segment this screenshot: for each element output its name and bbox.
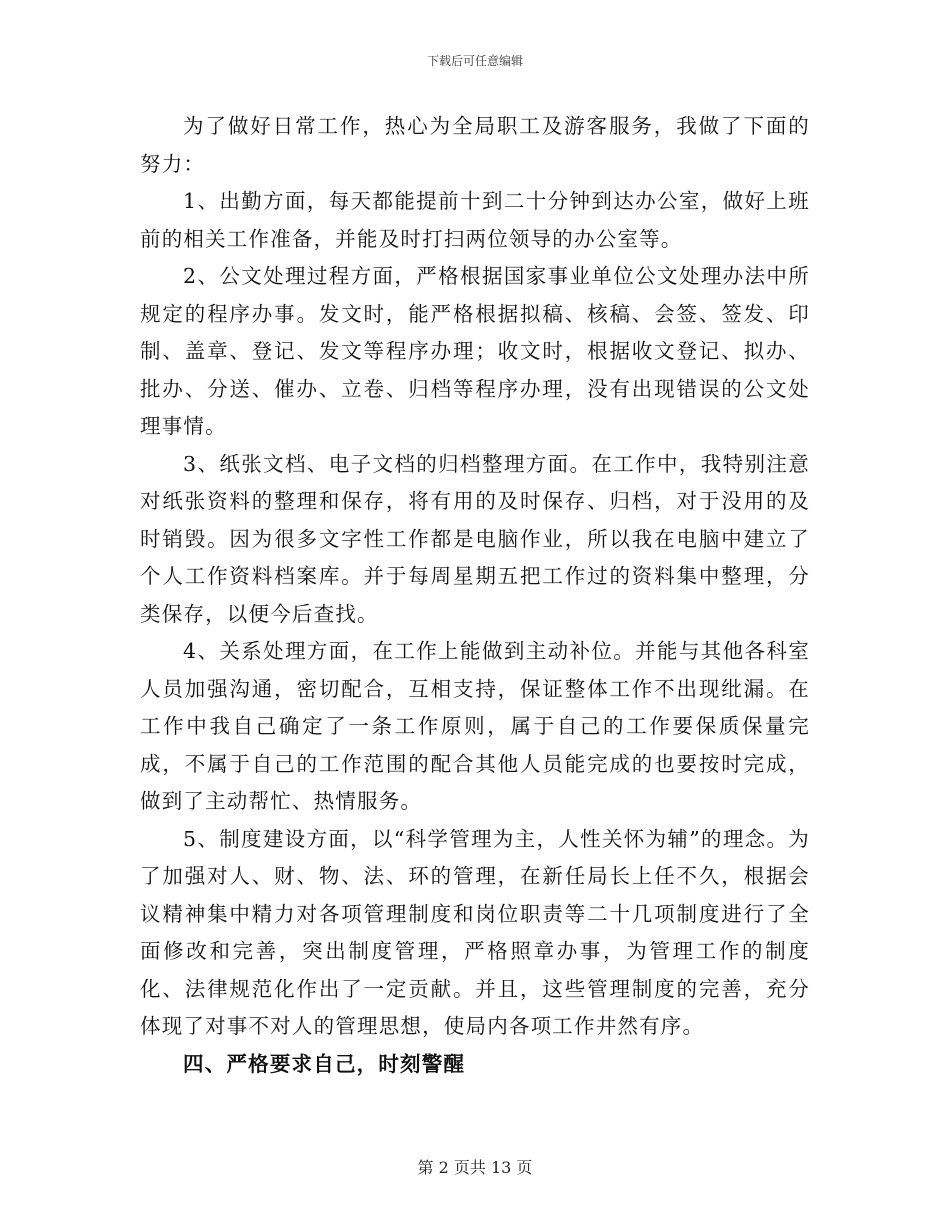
section-heading: 四、严格要求自己，时刻警醒	[183, 1051, 466, 1076]
paragraph-attendance: 1、出勤方面，每天都能提前十到二十分钟到达办公室，做好上班前的相关工作准备，并能及时打扫两位领导的办公室等。	[140, 189, 810, 251]
paragraph-system-building: 5、制度建设方面，以“科学管理为主，人性关怀为辅”的理念。为了加强对人、财、物、法、环的管理，在新任局长上任不久，根据会议精神集中精力对各项管理制度和岗位职责等二十几项制度进行了全面修改和完善，突出制度管理，严格照章办事，为管理工作的制度化、法律规范化作出了一定贡献。并且，这些管理制度的完善，充分体现了对事不对人的管理思想，使局内各项工作井然有序。	[140, 826, 810, 1038]
paragraph-intro: 为了做好日常工作，热心为全局职工及游客服务，我做了下面的努力：	[140, 114, 810, 176]
document-body	[140, 108, 810, 1083]
paragraph-archiving: 3、纸张文档、电子文档的归档整理方面。在工作中，我特别注意对纸张资料的整理和保存，将有用的及时保存、归档，对于没用的及时销毁。因为很多文字性工作都是电脑作业，所以我在电脑中建立了个人工作资料档案库。并于每周星期五把工作过的资料集中整理，分类保存，以便今后查找。	[140, 451, 810, 626]
page-footer: 第 2 页共 13 页	[417, 1158, 533, 1177]
paragraph-relationships: 4、关系处理方面，在工作上能做到主动补位。并能与其他各科室人员加强沟通，密切配合，互相支持，保证整体工作不出现纰漏。在工作中我自己确定了一条工作原则，属于自己的工作要保质保量完成，不属于自己的工作范围的配合其他人员能完成的也要按时完成，做到了主动帮忙、热情服务。	[140, 639, 810, 813]
page-header: 下载后可任意编辑	[426, 54, 523, 68]
paragraph-document-processing: 2、公文处理过程方面，严格根据国家事业单位公文处理办法中所规定的程序办事。发文时，能严格根据拟稿、核稿、会签、签发、印制、盖章、登记、发文等程序办理；收文时，根据收文登记、拟办、批办、分送、催办、立卷、归档等程序办理，没有出现错误的公文处理事情。	[140, 264, 810, 438]
